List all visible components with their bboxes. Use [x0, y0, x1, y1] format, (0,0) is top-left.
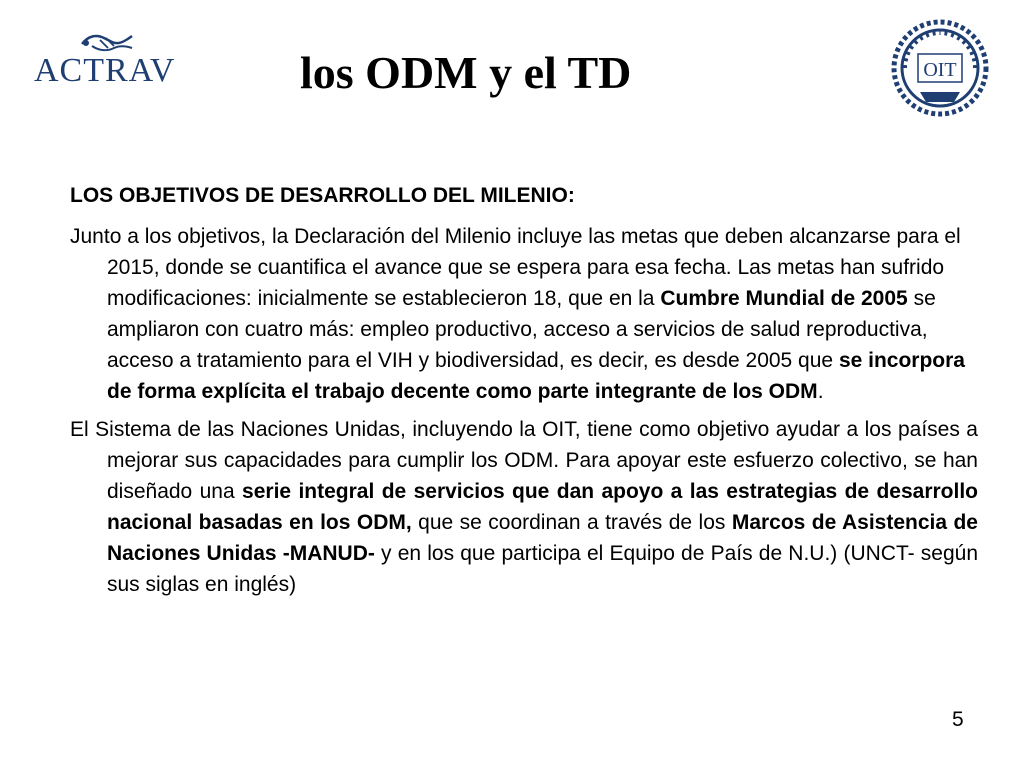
paragraph-sistema-nu — [70, 414, 978, 600]
p2-bold-2: Marcos de Asistencia de Naciones Unidas -MANUD- — [107, 511, 978, 565]
p1-bold-2: se incorpora de forma explícita el trabajo decente como parte integrante de los ODM — [107, 349, 965, 403]
p2-text-1: El Sistema de las Naciones Unidas, incluyendo la OIT, tiene como objetivo ayudar a los países a mejorar sus capacidades para cumplir los ODM. Para apoyar este esfuerzo colectivo, se han diseñado una — [70, 418, 978, 503]
actrav-wordmark: ACTRAV — [34, 52, 176, 89]
oit-emblem-text: OIT — [923, 59, 957, 81]
oit-logo — [890, 18, 990, 118]
p2-bold-1: serie integral de servicios que dan apoyo a las estrategias de desarrollo nacional basadas en los ODM, — [107, 480, 978, 534]
page-number: 5 — [952, 708, 964, 731]
slide-body — [70, 180, 978, 607]
p2-text-2: que se coordinan a través de los — [411, 511, 732, 534]
p1-text-1: Junto a los objetivos, la Declaración del Milenio incluye las metas que deben alcanzarse para el 2015, donde se cuantifica el avance que se espera para esa fecha. Las metas han sufrido modificaciones: inicialmente se establecieron 18, que en la — [70, 225, 961, 310]
page-title: los ODM y el TD — [300, 47, 632, 98]
oit-emblem-icon — [890, 18, 990, 118]
p1-text-2: se ampliaron con cuatro más: empleo productivo, acceso a servicios de salud reproductiva, acceso a tratamiento para el VIH y biodiversidad, es decir, es desde 2005 que — [107, 287, 936, 372]
actrav-logo — [34, 26, 176, 94]
section-heading: LOS OBJETIVOS DE DESARROLLO DEL MILENIO: — [70, 184, 575, 207]
p1-bold-1: Cumbre Mundial de 2005 — [660, 287, 908, 310]
p1-text-3: . — [817, 380, 824, 403]
p2-text-3: y en los que participa el Equipo de País de N.U.) (UNCT- según sus siglas en inglés) — [107, 542, 978, 596]
paragraph-metas — [70, 221, 978, 407]
